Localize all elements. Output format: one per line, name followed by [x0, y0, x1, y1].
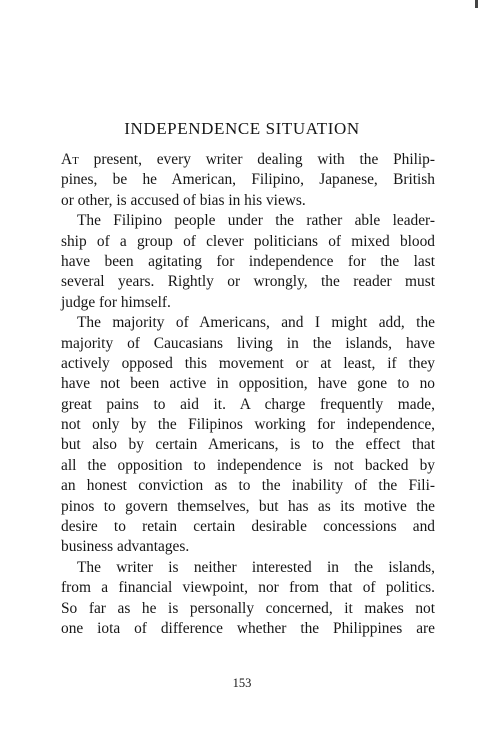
text-line: The Filipino people under the rather able leader-	[77, 212, 435, 230]
drop-word: At	[61, 151, 79, 168]
paragraph-3	[61, 313, 435, 558]
text-line: have been agitating for independence for the last	[61, 252, 435, 270]
text-line: but also by certain Americans, is to the effect that	[61, 436, 435, 454]
text-line: desire to retain certain desirable concessions and	[61, 518, 435, 536]
text-line: not only by the Filipinos working for independence,	[61, 416, 435, 434]
text-line: The majority of Americans, and I might add, the	[77, 314, 435, 332]
paragraph-2	[61, 211, 435, 313]
paragraph-1	[61, 150, 435, 211]
line-text: present, every writer dealing with the Philip-	[78, 151, 435, 168]
chapter-heading: INDEPENDENCE SITUATION	[124, 119, 360, 138]
text-line: or other, is accused of bias in his views.	[61, 191, 306, 209]
text-line: business advantages.	[61, 538, 190, 556]
text-line: So far as he is personally concerned, it makes not	[61, 599, 435, 617]
paragraph-4	[61, 558, 435, 640]
text-line: have not been active in opposition, have gone to no	[61, 375, 435, 393]
text-line: pines, be he American, Filipino, Japanese, British	[61, 171, 435, 189]
text-line: majority of Caucasians living in the islands, have	[61, 334, 435, 352]
text-line: from a financial viewpoint, nor from that of politics.	[61, 579, 435, 597]
text-line: several years. Rightly or wrongly, the reader must	[61, 273, 435, 291]
text-line: The writer is neither interested in the islands,	[77, 558, 435, 576]
text-line	[61, 150, 435, 170]
text-line: ship of a group of clever politicians of mixed blood	[61, 232, 435, 250]
text-line: an honest conviction as to the inability of the Fili-	[61, 477, 435, 495]
page-edge-mark	[475, 0, 478, 8]
text-line: one iota of difference whether the Philippines are	[61, 619, 435, 637]
text-line: actively opposed this movement or at least, if they	[61, 354, 435, 372]
text-line: all the opposition to independence is not backed by	[61, 456, 435, 474]
body-text	[61, 150, 435, 639]
page-number: 153	[232, 676, 252, 690]
text-line: pinos to govern themselves, but has as its motive the	[61, 497, 435, 515]
text-line: judge for himself.	[61, 293, 171, 311]
text-line: great pains to aid it. A charge frequently made,	[61, 395, 435, 413]
